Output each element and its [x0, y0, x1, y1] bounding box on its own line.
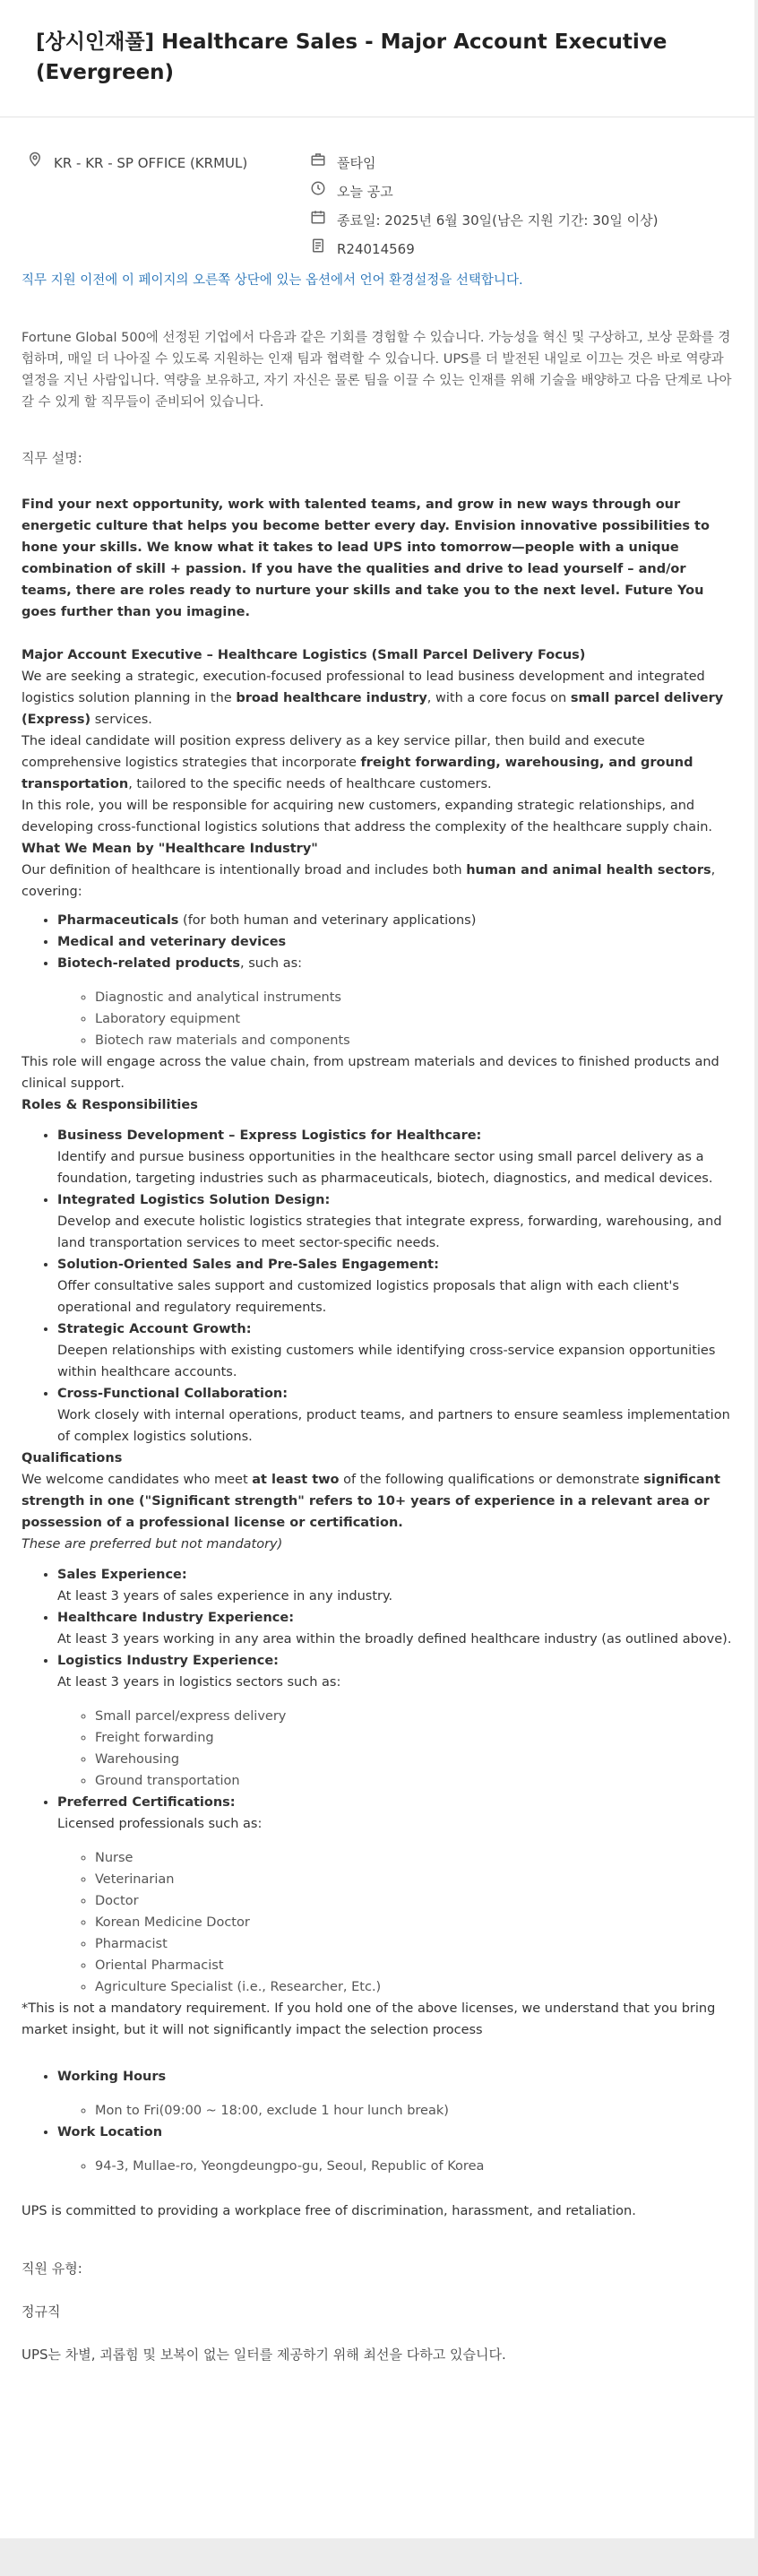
employment-type-meta [310, 151, 375, 174]
qualifications-note: These are preferred but not mandatory) [22, 1537, 283, 1552]
meaning-heading: What We Mean by "Healthcare Industry" [22, 842, 318, 856]
role-paragraph-1 [22, 666, 733, 730]
role-title: • Strategic Account Growth: [57, 1322, 252, 1336]
qualifications-paragraph [22, 1469, 733, 1534]
list-item: ◦ Nurse [95, 1847, 733, 1869]
list-item [57, 1607, 733, 1650]
location-sublist [57, 2156, 733, 2177]
role-title: • Solution-Oriented Sales and Pre-Sales Engagement: [57, 1258, 439, 1272]
list-item: ◦ 94-3, Mullae-ro, Yeongdeungpo-gu, Seoul, Republic of Korea [95, 2156, 733, 2177]
footer-statement: UPS는 차별, 괴롭힘 및 보복이 없는 일터를 제공하기 위해 최선을 다하고 있습니다. [22, 2347, 506, 2363]
qual-title: • Logistics Industry Experience: [57, 1654, 279, 1668]
text-span: small parcel delivery (Express) [22, 691, 724, 727]
posted-text: 오늘 공고 [337, 183, 393, 200]
employment-type-value: 정규직 [22, 2304, 61, 2320]
hours-sublist [57, 2100, 733, 2122]
id-card-icon [310, 238, 326, 260]
deadline-text: 종료일: 2025년 6월 30일(남은 지원 기간: 30일 이상) [337, 212, 659, 229]
text-span: services. [90, 713, 152, 727]
role-desc: Offer consultative sales support and customized logistics proposals that align with each client's operational and regulatory requirements. [57, 1279, 679, 1315]
role-desc: Develop and execute holistic logistics strategies that integrate express, forwarding, warehousing, and land transportation services to meet sector-specific needs. [57, 1215, 722, 1250]
working-hours-title: • Working Hours [57, 2070, 167, 2084]
job-title: [상시인재풀] Healthcare Sales - Major Account Executive (Evergreen) [36, 30, 668, 84]
list-item [57, 1189, 733, 1254]
role-paragraph-3: In this role, you will be responsible for acquiring new customers, expanding strategic relationships, and developing cross-functional logistics solutions that address the complexity of the healthcare supply chain. [22, 799, 713, 834]
req-id-meta [310, 238, 415, 260]
list-item [57, 1383, 733, 1448]
text-span: significant strength in one ("Significant strength" refers to 10+ years of experience in a relevant area or possession of a professional license or certification. [22, 1473, 720, 1530]
text-span: Biotech-related products [57, 956, 240, 971]
location-text: KR - KR - SP OFFICE (KRMUL) [54, 154, 248, 171]
list-item [57, 2122, 733, 2177]
list-item: ◦ Korean Medicine Doctor [95, 1912, 733, 1933]
employment-type-text: 풀타임 [337, 154, 376, 171]
list-item [57, 2066, 733, 2122]
list-item: ◦ Biotech raw materials and components [95, 1030, 733, 1051]
text-span: freight forwarding, warehousing, and ground transportation [22, 756, 693, 791]
qual-desc: At least 3 years working in any area within the broadly defined healthcare industry (as outlined above). [57, 1632, 732, 1647]
qual-desc: At least 3 years in logistics sectors such as: [57, 1675, 341, 1690]
text-span: of the following qualifications or demonstrate [339, 1473, 644, 1487]
role-paragraph-2 [22, 730, 733, 795]
list-item: ◦ Small parcel/express delivery [95, 1706, 733, 1727]
intro-paragraph: Fortune Global 500에 선정된 기업에서 다음과 같은 기회를 경험할 수 있습니다. 가능성을 혁신 및 구상하고, 보상 문화를 경험하며, 매일 더 나아질 수 있도록 지원하는 인재 팀과 협력할 수 있습니다. UPS를 더 발전된 내일로 이끄는 것은 바로 역량과 열정을 지닌 사람입니다. 역량을 보유하고, 자기 자신은 물론 팀을 이끌 수 있는 인재를 위해 기술을 배양하고 다음 단계로 나아갈 수 있게 할 직무들이 준비되어 있습니다. [22, 331, 732, 410]
license-note: *This is not a mandatory requirement. If you hold one of the above licenses, we understand that you bring market insight, but it will not significantly impact the selection process [22, 2001, 716, 2037]
text-span: Our definition of healthcare is intentionally broad and includes both [22, 863, 467, 877]
text-span: at least two [252, 1473, 340, 1487]
role-title: • Business Development – Express Logistics for Healthcare: [57, 1128, 482, 1143]
posted-meta [310, 180, 393, 203]
req-id-text: R24014569 [337, 240, 415, 257]
list-item [57, 953, 733, 1051]
work-info-list [22, 2066, 733, 2177]
list-item: ◦ Pharmacist [95, 1933, 733, 1955]
text-span: We are seeking a strategic, execution-focused professional to lead business development and integrated logistics solution planning in the [22, 670, 705, 705]
work-location-title: • Work Location [57, 2125, 163, 2139]
text-span: , such as: [239, 956, 303, 971]
list-item [57, 1318, 733, 1383]
text-span: , covering: [22, 863, 716, 899]
job-content [0, 117, 754, 2365]
qual-title: • Preferred Certifications: [57, 1795, 236, 1810]
location-meta [27, 151, 247, 174]
text-span: Pharmaceuticals [57, 913, 179, 928]
employment-type-label: 직원 유형: [22, 2260, 82, 2277]
text-span: human and animal health sectors [466, 863, 711, 877]
qual-title: • Healthcare Industry Experience: [57, 1611, 295, 1625]
role-desc: Deepen relationships with existing customers while identifying cross-service expansion opportunities within healthcare accounts. [57, 1344, 716, 1379]
role-heading: Major Account Executive – Healthcare Logistics (Small Parcel Delivery Focus) [22, 648, 586, 662]
list-item [57, 1792, 733, 1998]
logistics-sublist [57, 1706, 733, 1792]
role-title: • Integrated Logistics Solution Design: [57, 1193, 331, 1207]
text-span: The ideal candidate will position express delivery as a key service pillar, then build and execute comprehensive logistics strategies that incorporate [22, 734, 645, 770]
certification-sublist [57, 1847, 733, 1998]
qualifications-heading: Qualifications [22, 1451, 123, 1465]
list-item: ◦ Laboratory equipment [95, 1008, 733, 1030]
text-span: (for both human and veterinary applications) [178, 913, 477, 928]
biotech-sublist [57, 987, 733, 1051]
qual-title: • Sales Experience: [57, 1568, 187, 1582]
deadline-meta [310, 209, 658, 231]
text-span: , tailored to the specific needs of healthcare customers. [128, 777, 492, 791]
roles-list [22, 1125, 733, 1448]
text-span: We welcome candidates who meet [22, 1473, 253, 1487]
list-item: ◦ Warehousing [95, 1749, 733, 1770]
roles-heading: Roles & Responsibilities [22, 1098, 198, 1112]
description-label: 직무 설명: [22, 450, 82, 466]
sector-list [22, 910, 733, 1051]
list-item [57, 1564, 733, 1607]
list-item [57, 1254, 733, 1318]
qual-desc: Licensed professionals such as: [57, 1817, 263, 1831]
list-item: ◦ Doctor [95, 1890, 733, 1912]
role-title: • Cross-Functional Collaboration: [57, 1387, 289, 1401]
role-desc: Work closely with internal operations, product teams, and partners to ensure seamless implementation of complex logistics solutions. [57, 1408, 730, 1444]
list-item: ◦ Ground transportation [95, 1770, 733, 1792]
list-item [57, 910, 733, 931]
list-item: • Medical and veterinary devices [57, 931, 733, 953]
calendar-icon [310, 209, 326, 231]
commitment-statement: UPS is committed to providing a workplace free of discrimination, harassment, and retaliation. [22, 2204, 636, 2218]
list-item [57, 1650, 733, 1792]
text-span: broad healthcare industry [236, 691, 427, 705]
tagline-paragraph: Find your next opportunity, work with talented teams, and grow in new ways through our energetic culture that helps you become better every day. Envision innovative possibilities to hone your skills. We know what it takes to lead UPS into tomorrow—people with a unique combination of skill + passion. If you have the qualities and drive to lead yourself – and/or teams, there are roles ready to nurture your skills and take you to the next level. Future You goes further than you imagine. [22, 497, 710, 619]
list-item: ◦ Agriculture Specialist (i.e., Researcher, Etc.) [95, 1976, 733, 1998]
job-header [0, 0, 754, 117]
list-item [57, 1125, 733, 1189]
list-item: ◦ Diagnostic and analytical instruments [95, 987, 733, 1008]
qual-desc: At least 3 years of sales experience in any industry. [57, 1589, 393, 1604]
list-item: ◦ Oriental Pharmacist [95, 1955, 733, 1976]
list-item: ◦ Freight forwarding [95, 1727, 733, 1749]
role-desc: Identify and pursue business opportunities in the healthcare sector using small parcel delivery as a foundation, targeting industries such as pharmaceuticals, biotech, diagnostics, and medical devices. [57, 1150, 713, 1186]
briefcase-icon [310, 151, 326, 174]
value-chain-paragraph: This role will engage across the value chain, from upstream materials and devices to finished products and clinical support. [22, 1055, 719, 1091]
language-note: 직무 지원 이전에 이 페이지의 오른쪽 상단에 있는 옵션에서 언어 환경설정을 선택합니다. [22, 273, 523, 288]
text-span: , with a core focus on [426, 691, 571, 705]
job-meta [22, 117, 733, 270]
qualifications-list [22, 1564, 733, 1998]
list-item: ◦ Veterinarian [95, 1869, 733, 1890]
meaning-paragraph [22, 860, 733, 903]
clock-icon [310, 180, 326, 203]
location-pin-icon [27, 151, 43, 174]
list-item: ◦ Mon to Fri(09:00 ~ 18:00, exclude 1 hour lunch break) [95, 2100, 733, 2122]
